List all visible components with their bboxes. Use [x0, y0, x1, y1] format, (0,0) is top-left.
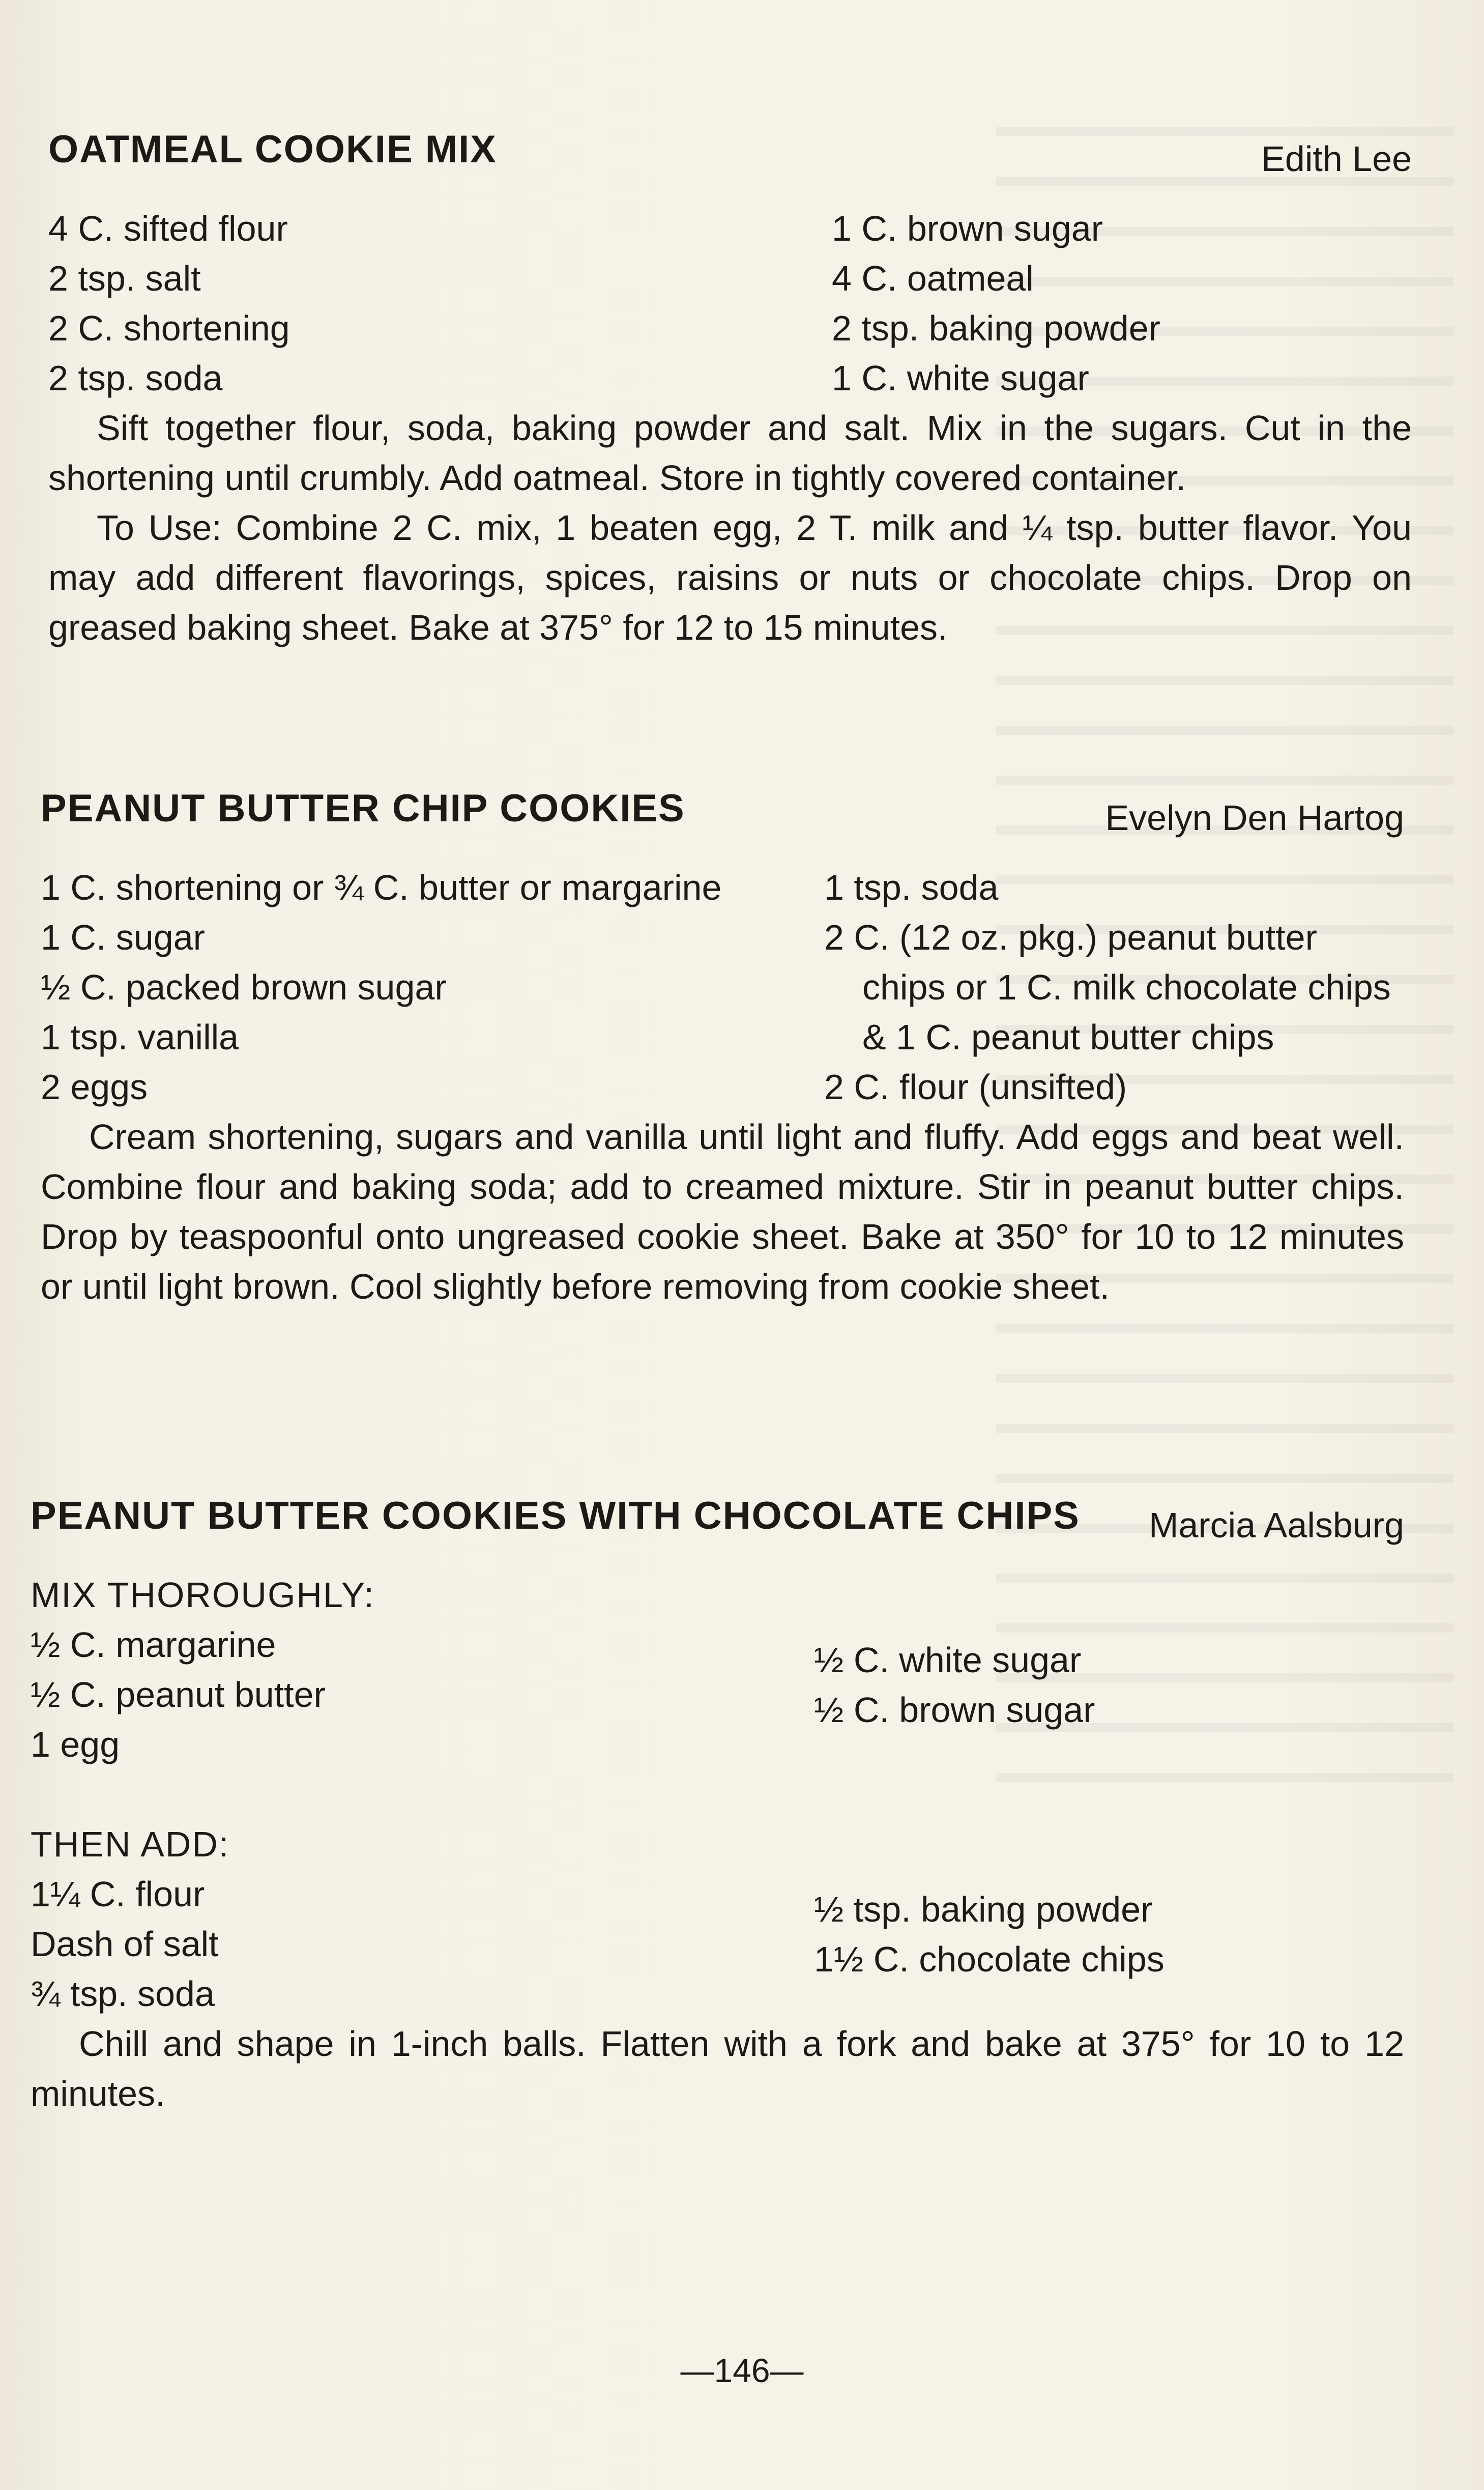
- mix-ingredient-columns: [31, 1620, 1404, 1769]
- ingredients-right: [814, 1620, 1404, 1769]
- ingredient: ½ C. margarine: [31, 1625, 276, 1665]
- then-ingredient-columns: [31, 1869, 1404, 2019]
- ingredient: chips or 1 C. milk chocolate chips: [862, 967, 1391, 1007]
- mix-thoroughly-label: MIX THOROUGHLY:: [31, 1575, 375, 1615]
- recipe-title: PEANUT BUTTER CHIP COOKIES: [41, 787, 685, 830]
- ingredient: 1 egg: [31, 1725, 120, 1764]
- ingredient: 1 tsp. vanilla: [41, 1017, 239, 1057]
- recipe-oatmeal-cookie-mix: [48, 127, 1412, 652]
- recipe-header: [41, 786, 1404, 842]
- ingredient: ½ C. peanut butter: [31, 1675, 326, 1714]
- ingredient: ½ C. white sugar: [814, 1640, 1082, 1680]
- ingredients-right: [832, 204, 1412, 403]
- ingredient: 1 C. white sugar: [832, 358, 1089, 398]
- ingredient: ¾ tsp. soda: [31, 1974, 215, 2014]
- page-number: —146—: [680, 2352, 804, 2389]
- ingredient-columns: [48, 204, 1412, 403]
- ingredient: & 1 C. peanut butter chips: [862, 1017, 1274, 1057]
- ingredient: 2 tsp. baking powder: [832, 308, 1160, 348]
- ingredient: 4 C. sifted flour: [48, 209, 288, 248]
- recipe-author: Marcia Aalsburg: [1149, 1505, 1404, 1545]
- ingredients-left: [31, 1620, 814, 1769]
- recipe-header: [31, 1494, 1404, 1550]
- recipe-header: [48, 127, 1412, 183]
- recipe-author: Evelyn Den Hartog: [1105, 798, 1404, 838]
- ingredients-right: [814, 1869, 1404, 2019]
- ingredient: 2 tsp. salt: [48, 259, 201, 298]
- ingredients-left: [48, 204, 832, 403]
- ingredient: ½ C. packed brown sugar: [41, 967, 447, 1007]
- instructions: To Use: Combine 2 C. mix, 1 beaten egg, 2 T. milk and ¼ tsp. butter flavor. You may add different flavorings, spices, raisins or nuts or chocolate chips. Drop on greased baking sheet. Bake at 375° for 12 to 15 minutes.: [48, 508, 1412, 647]
- ingredient: 1¼ C. flour: [31, 1874, 205, 1914]
- spacer: [31, 1769, 1404, 1819]
- ingredient: 2 C. flour (unsifted): [824, 1067, 1127, 1107]
- ingredient: 1 C. brown sugar: [832, 209, 1103, 248]
- ingredients-right: [824, 863, 1404, 1112]
- ingredient: 2 C. (12 oz. pkg.) peanut butter: [824, 918, 1317, 957]
- ingredients-left: [31, 1869, 814, 2019]
- ingredients-left: [41, 863, 824, 1112]
- ingredient: Dash of salt: [31, 1924, 219, 1964]
- ingredient-columns: [41, 863, 1404, 1112]
- ingredient: 1 tsp. soda: [824, 868, 999, 907]
- ingredient: ½ tsp. baking powder: [814, 1890, 1153, 1929]
- recipe-peanut-butter-chip-cookies: [41, 786, 1404, 1311]
- ingredient: 2 tsp. soda: [48, 358, 223, 398]
- ingredient: 1 C. sugar: [41, 918, 205, 957]
- ingredient: 2 C. shortening: [48, 308, 290, 348]
- recipe-title: OATMEAL COOKIE MIX: [48, 128, 497, 171]
- instructions: Sift together flour, soda, baking powder and salt. Mix in the sugars. Cut in the shortening until crumbly. Add oatmeal. Store in tightly covered container.: [48, 408, 1412, 498]
- instructions: Chill and shape in 1-inch balls. Flatten with a fork and bake at 375° for 10 to 12 minutes.: [31, 2024, 1404, 2113]
- ingredient: 4 C. oatmeal: [832, 259, 1034, 298]
- recipe-author: Edith Lee: [1261, 139, 1412, 179]
- recipe-title: PEANUT BUTTER COOKIES WITH CHOCOLATE CHIPS: [31, 1494, 1080, 1537]
- ingredient: 1½ C. chocolate chips: [814, 1939, 1165, 1979]
- then-add-label: THEN ADD:: [31, 1824, 230, 1864]
- ingredient: 2 eggs: [41, 1067, 148, 1107]
- recipe-peanut-butter-cookies-chocolate-chips: [31, 1494, 1404, 2119]
- ingredient: 1 C. shortening or ¾ C. butter or margarine: [41, 868, 722, 907]
- instructions: Cream shortening, sugars and vanilla until light and fluffy. Add eggs and beat well. Combine flour and baking soda; add to creamed mixture. Stir in peanut butter chips. Drop by teaspoonful onto ungreased cookie sheet. Bake at 350° for 10 to 12 minutes or until light brown. Cool slightly before removing from cookie sheet.: [41, 1117, 1404, 1306]
- ingredient: ½ C. brown sugar: [814, 1690, 1095, 1730]
